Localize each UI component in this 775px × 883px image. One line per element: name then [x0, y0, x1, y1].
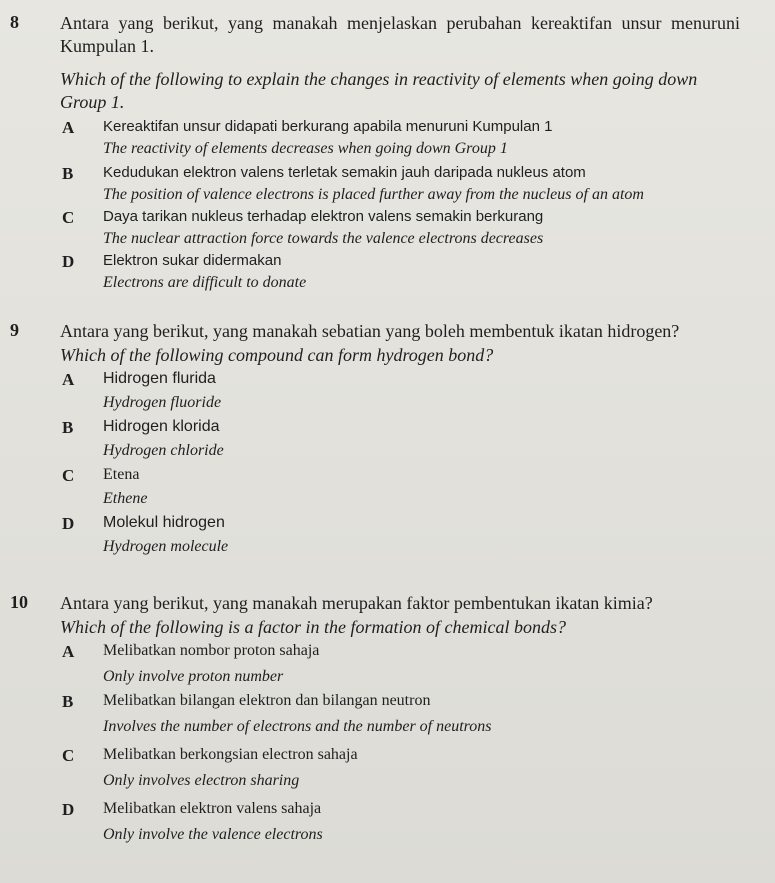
option-text-malay: Melibatkan bilangan elektron dan bilangan neutron [103, 692, 431, 709]
question-text-english: Which of the following compound can form hydrogen bond? [60, 345, 494, 365]
option-text-malay: Etena [103, 466, 140, 483]
option-letter: D [62, 800, 75, 819]
option-text-english: Hydrogen fluoride [103, 394, 222, 411]
question-text-malay: Antara yang berikut, yang manakah sebatian yang boleh membentuk ikatan hidrogen? [60, 321, 680, 341]
option-text-english: Only involve proton number [103, 668, 284, 685]
option-text-malay: Elektron sukar didermakan [103, 252, 282, 269]
option-letter: C [62, 746, 75, 765]
option-text-malay: Molekul hidrogen [103, 514, 225, 531]
option-text-english: Only involves electron sharing [103, 772, 300, 789]
option-letter: D [62, 252, 75, 271]
option-text-english: Only involve the valence electrons [103, 826, 323, 843]
option-text-english: Hydrogen chloride [103, 442, 224, 459]
option-letter: C [62, 466, 75, 485]
option-text-malay: Melibatkan nombor proton sahaja [103, 642, 320, 659]
option-text-english: Electrons are difficult to donate [103, 274, 307, 291]
option-text-english: The position of valence electrons is placed further away from the nucleus of an atom [103, 186, 644, 203]
option-letter: B [62, 164, 74, 183]
question-text-malay: Antara yang berikut, yang manakah menjelaskan perubahan kereaktifan unsur menuruni Kumpulan 1. [60, 13, 740, 56]
option-text-malay: Hidrogen flurida [103, 370, 216, 387]
option-text-malay: Melibatkan berkongsian electron sahaja [103, 746, 358, 763]
option-letter: C [62, 208, 75, 227]
option-text-english: Hydrogen molecule [103, 538, 229, 555]
option-text-english: The nuclear attraction force towards the valence electrons decreases [103, 230, 544, 247]
question-text-english: Which of the following to explain the changes in reactivity of elements when going down Group 1. [60, 69, 698, 112]
option-text-english: Ethene [103, 490, 148, 507]
question-number: 8 [10, 12, 19, 32]
option-text-malay: Hidrogen klorida [103, 418, 220, 435]
option-text-malay: Daya tarikan nukleus terhadap elektron valens semakin berkurang [103, 208, 544, 225]
option-text-malay: Melibatkan elektron valens sahaja [103, 800, 322, 817]
question-number: 10 [10, 592, 28, 612]
question-number: 9 [10, 320, 19, 340]
option-text-malay: Kereaktifan unsur didapati berkurang apabila menuruni Kumpulan 1 [103, 118, 553, 135]
option-text-malay: Kedudukan elektron valens terletak semakin jauh daripada nukleus atom [103, 164, 586, 181]
option-letter: B [62, 692, 74, 711]
option-letter: B [62, 418, 74, 437]
option-letter: A [62, 642, 75, 661]
option-letter: A [62, 118, 75, 137]
option-text-english: Involves the number of electrons and the number of neutrons [103, 718, 492, 735]
question-text-malay: Antara yang berikut, yang manakah merupakan faktor pembentukan ikatan kimia? [60, 593, 653, 613]
question-text-english: Which of the following is a factor in the formation of chemical bonds? [60, 617, 566, 637]
option-text-english: The reactivity of elements decreases when going down Group 1 [103, 140, 508, 157]
option-letter: D [62, 514, 75, 533]
option-letter: A [62, 370, 75, 389]
